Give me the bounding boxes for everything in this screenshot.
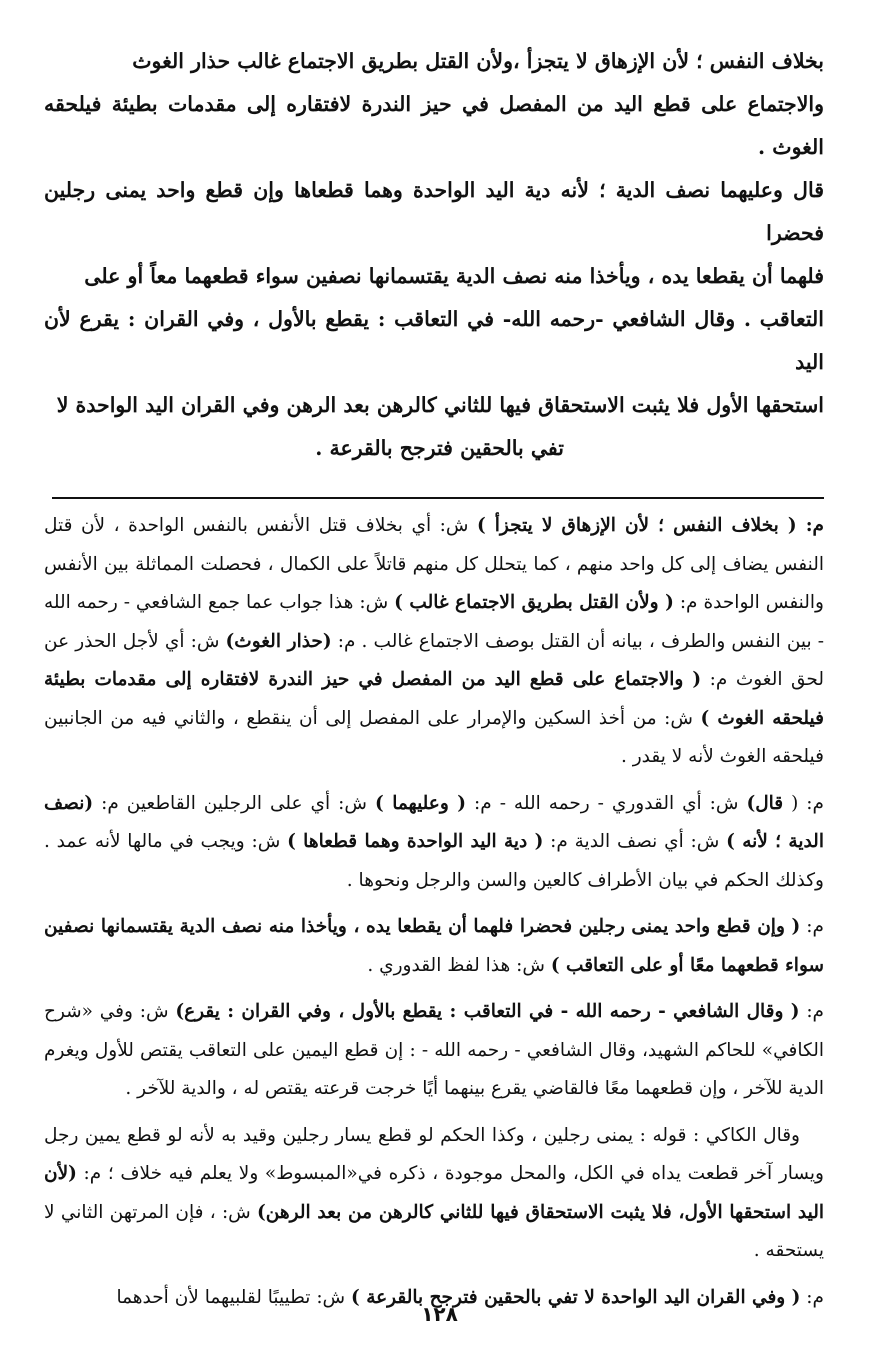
sharh-text: ش: أي القدوري - رحمه الله - م: (466, 792, 747, 814)
sharh-text: ش: أي على الرجلين القاطعين م: (93, 792, 375, 814)
sharh-text: ش: من أخذ السكين والإمرار على المفصل إلى أن ينقطع ، والثاني فيه من الجانبين فيلحقه الغوث لأنه لا يقدر . (44, 707, 824, 767)
matn-quote: (لأن اليد استحقها الأول، فلا يثبت الاستحقاق فيها للثاني كالرهن من بعد الرهن) (44, 1163, 824, 1223)
sharh-text: م: (800, 916, 824, 937)
sharh-text: ش: أي لأجل الحذر عن لحق الغوث م: (44, 630, 824, 690)
matn-quote: ( وفي القران اليد الواحدة لا تفي بالحقين فترجح بالقرعة ) (351, 1286, 801, 1308)
main-text-block (44, 40, 824, 470)
commentary-paragraph (44, 908, 824, 985)
matn-quote: ( ولأن القتل بطريق الاجتماع غالب ) (394, 592, 674, 613)
commentary-paragraph (44, 1117, 824, 1271)
main-text-line: فلهما أن يقطعا يده ، ويأخذا منه نصف الدية يقتسمانها نصفين سواء قطعهما معاً أو على (84, 264, 824, 288)
matn-quote: (نصف الدية ؛ لأنه ) (44, 792, 824, 852)
commentary-block (44, 507, 824, 1317)
sharh-text: ش: أي بخلاف قتل الأنفس بالنفس الواحدة ، لأن قتل النفس يضاف إلى كل واحد منهم ، كما يتحلل كل منهم قاتلاً على الكمال ، فحصلت المماثلة بين الأنفس والنفس الواحدة م: (44, 515, 824, 613)
sharh-text: ش: هذا لفظ القدوري . (367, 954, 551, 976)
sharh-text: وقال الكاكي : قوله : يمنى رجلين ، وكذا الحكم لو قطع يسار رجلين وقيد به لأنه لو قطع يمين رجل ويسار آخر قطعت يداه في الكل، والمحل موجودة ، ذكره في«المبسوط» ولا يعلم فيه خلاف ؛ م: (44, 1124, 824, 1184)
matn-quote: ( دية اليد الواحدة وهما قطعاها ) (287, 831, 544, 852)
commentary-paragraph (44, 507, 824, 777)
main-text-line: استحقها الأول فلا يثبت الاستحقاق فيها للثاني كالرهن بعد الرهن وفي القران اليد الواحدة لا (56, 393, 824, 417)
book-page (44, 40, 824, 1317)
matn-quote: ( وعليهما ) (374, 792, 467, 814)
matn-quote: ( وإن قطع واحد يمنى رجلين فحضرا فلهما أن يقطعا يده ، ويأخذا منه نصف الدية يقتسمانها نصفين سواء قطعهما معًا أو على التعاقب ) (44, 916, 824, 976)
main-text-line: قال وعليهما نصف الدية ؛ لأنه دية اليد الواحدة وهما قطعاها وإن قطع واحد يمنى رجلين فحضرا (44, 178, 824, 245)
sharh-text: ش: أي نصف الدية م: (543, 831, 727, 852)
sharh-text: ش: تطييبًا لقلبيهما لأن أحدهما (116, 1286, 352, 1308)
commentary-paragraph (44, 993, 824, 1109)
matn-quote: ( وقال الشافعي - رحمه الله - في التعاقب : يقطع بالأول ، وفي القران : يقرع) (175, 1001, 800, 1022)
matn-quote: ( والاجتماع على قطع اليد من المفصل في حيز الندرة لافتقاره إلى مقدمات بطيئة فيلحقه الغوث ) (44, 669, 824, 729)
main-text-line: بخلاف النفس ؛ لأن الإزهاق لا يتجزأ ،ولأن القتل بطريق الاجتماع غالب حذار الغوث (132, 49, 824, 73)
main-text-line: التعاقب . وقال الشافعي -رحمه الله- في التعاقب : يقطع بالأول ، وفي القران : يقرع لأن اليد (44, 307, 824, 374)
sharh-text: ش: ، فإن المرتهن الثاني لا يستحقه . (44, 1201, 824, 1261)
sharh-text: م: ( (783, 792, 824, 814)
sharh-text: ش: ويجب في مالها لأنه عمد . وكذلك الحكم في بيان الأطراف كالعين والسن والرجل ونحوها . (44, 831, 824, 891)
sharh-text: ش: هذا جواب عما جمع الشافعي - رحمه الله - بين النفس والطرف ، بيانه أن القتل بوصف الاجتماع غالب . م: (44, 592, 825, 652)
matn-quote: (حذار الغوث) (225, 630, 332, 652)
main-text-line: تفي بالحقين فترجح بالقرعة . (315, 436, 564, 460)
matn-quote: م: ( بخلاف النفس ؛ لأن الإزهاق لا يتجزأ ) (476, 515, 825, 536)
commentary-paragraph (44, 785, 824, 901)
matn-quote: قال) (746, 792, 784, 814)
separator-rule (52, 497, 824, 499)
sharh-text: م: (799, 1001, 825, 1022)
sharh-text: ش: وفي «شرح الكافي» للحاكم الشهيد، وقال الشافعي - رحمه الله - : إن قطع اليمين على التعاقب يقتص للأول ويغرم الدية للآخر ، وإن قطعهما معًا فالقاضي يقرع بينهما أيًا خرجت قرعته يقتص له ، والدية للآخر . (44, 1001, 824, 1099)
page-number: ١٢٨ (421, 1302, 458, 1326)
main-text-line: والاجتماع على قطع اليد من المفصل في حيز الندرة لافتقاره إلى مقدمات بطيئة فيلحقه الغوث . (44, 92, 824, 159)
sharh-text: م: (800, 1286, 824, 1308)
